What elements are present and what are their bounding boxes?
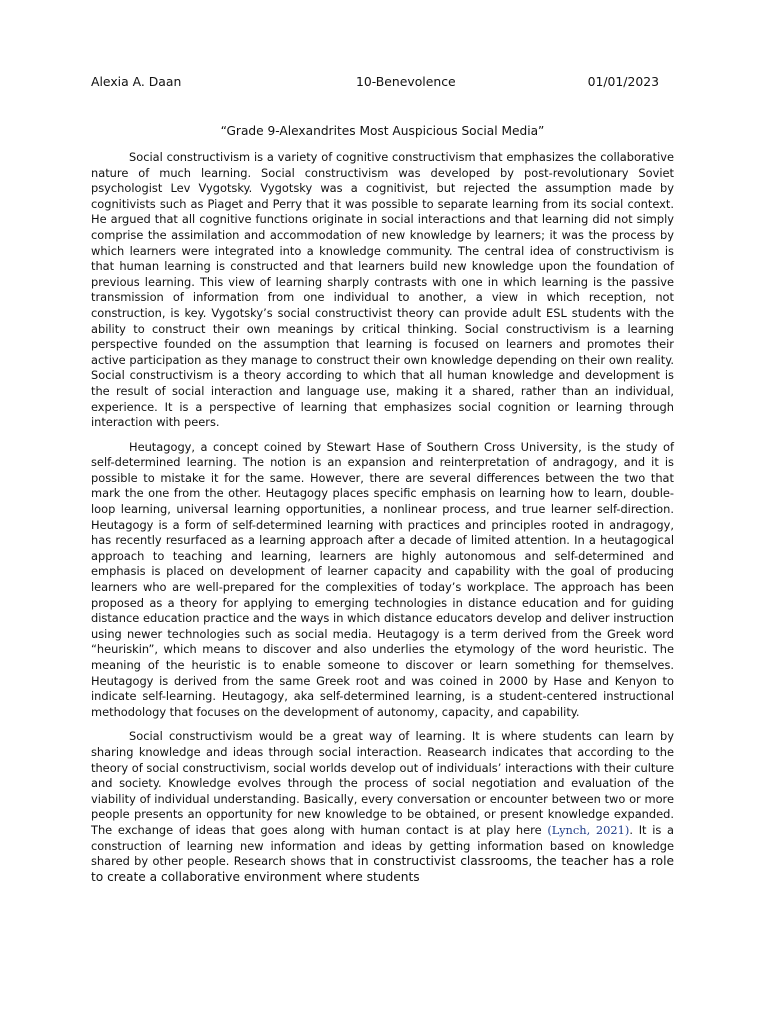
paragraph-opinion-text-3: in constructivist classrooms, the teacher has a role to create a collaborative environment where students [91,854,674,884]
paragraph-opinion-text-1: Social constructivism would be a great way of learning. It is where students can learn by sharing knowledge and ideas through social interaction. Reasearch indicates that according to the theory of social constructivism, social worlds develop out of individuals’ interactions with their culture and society. Knowledge evolves through the process of social negotiation and evaluation of the viability of individual understanding. Basically, every conversation or encounter between two or more people presents an opportunity for new knowledge to be obtained, or present knowledge expanded. The exchange of ideas that goes along with human contact is at play here [91,729,674,837]
paragraph-opinion-text-2: . It is a construction of learning new information and ideas by getting information based on knowledge shared by other people. Research shows that [91,822,675,869]
document-date: 01/01/2023 [587,74,659,89]
paragraph-opinion [91,729,674,885]
citation-lynch-2021: (Lynch, 2021) [547,822,630,837]
section-name: 10-Benevolence [356,74,456,89]
paragraph-social-constructivism: Social constructivism is a variety of cognitive constructivism that emphasizes the collaborative nature of much learning. Social constructivism was developed by post-revolutionary Soviet psychologist Lev Vygotsky. Vygotsky was a cognitivist, but rejected the assumption made by cognitivists such as Piaget and Perry that it was possible to separate learning from its social context. He argued that all cognitive functions originate in social interactions and that learning did not simply comprise the assimilation and accommodation of new knowledge by learners; it was the process by which learners were integrated into a knowledge community. The central idea of constructivism is that human learning is constructed and that learners build new knowledge upon the foundation of previous learning. This view of learning sharply contrasts with one in which learning is the passive transmission of information from one individual to another, a view in which reception, not construction, is key. Vygotsky’s social constructivist theory can provide adult ESL students with the ability to construct their own meanings by critical thinking. Social constructivism is a learning perspective founded on the assumption that learning is focused on learners and promotes their active participation as they manage to construct their own knowledge depending on their own reality. Social constructivism is a theory according to which that all human knowledge and development is the result of social interaction and language use, making it a shared, rather than an individual, experience. It is a perspective of learning that emphasizes social cognition or learning through interaction with peers. [91,150,674,430]
author-name: Alexia A. Daan [91,74,182,89]
document-header [91,74,659,92]
document-title: “Grade 9-Alexandrites Most Auspicious Social Media” [220,124,545,138]
document-body [91,150,674,894]
paragraph-heutagogy: Heutagogy, a concept coined by Stewart Hase of Southern Cross University, is the study of self-determined learning. The notion is an expansion and reinterpretation of andragogy, and it is possible to mistake it for the same. However, there are several differences between the two that mark the one from the other. Heutagogy places specific emphasis on learning how to learn, double-loop learning, universal learning opportunities, a nonlinear process, and true learner self-direction. Heutagogy is a form of self-determined learning with practices and principles rooted in andragogy, has recently resurfaced as a learning approach after a decade of limited attention. In a heutagogical approach to teaching and learning, learners are highly autonomous and self-determined and emphasis is placed on development of learner capacity and capability with the goal of producing learners who are well-prepared for the complexities of today’s workplace. The approach has been proposed as a theory for applying to emerging technologies in distance education and for guiding distance education practice and the ways in which distance educators develop and deliver instruction using newer technologies such as social media. Heutagogy is a term derived from the Greek word “heuriskin”, which means to discover and also underlies the etymology of the word heuristic. The meaning of the heuristic is to enable someone to discover or learn something for themselves. Heutagogy is derived from the same Greek root and was coined in 2000 by Hase and Kenyon to indicate self-learning. Heutagogy, aka self-determined learning, is a student-centered instructional methodology that focuses on the development of autonomy, capacity, and capability. [91,439,674,719]
